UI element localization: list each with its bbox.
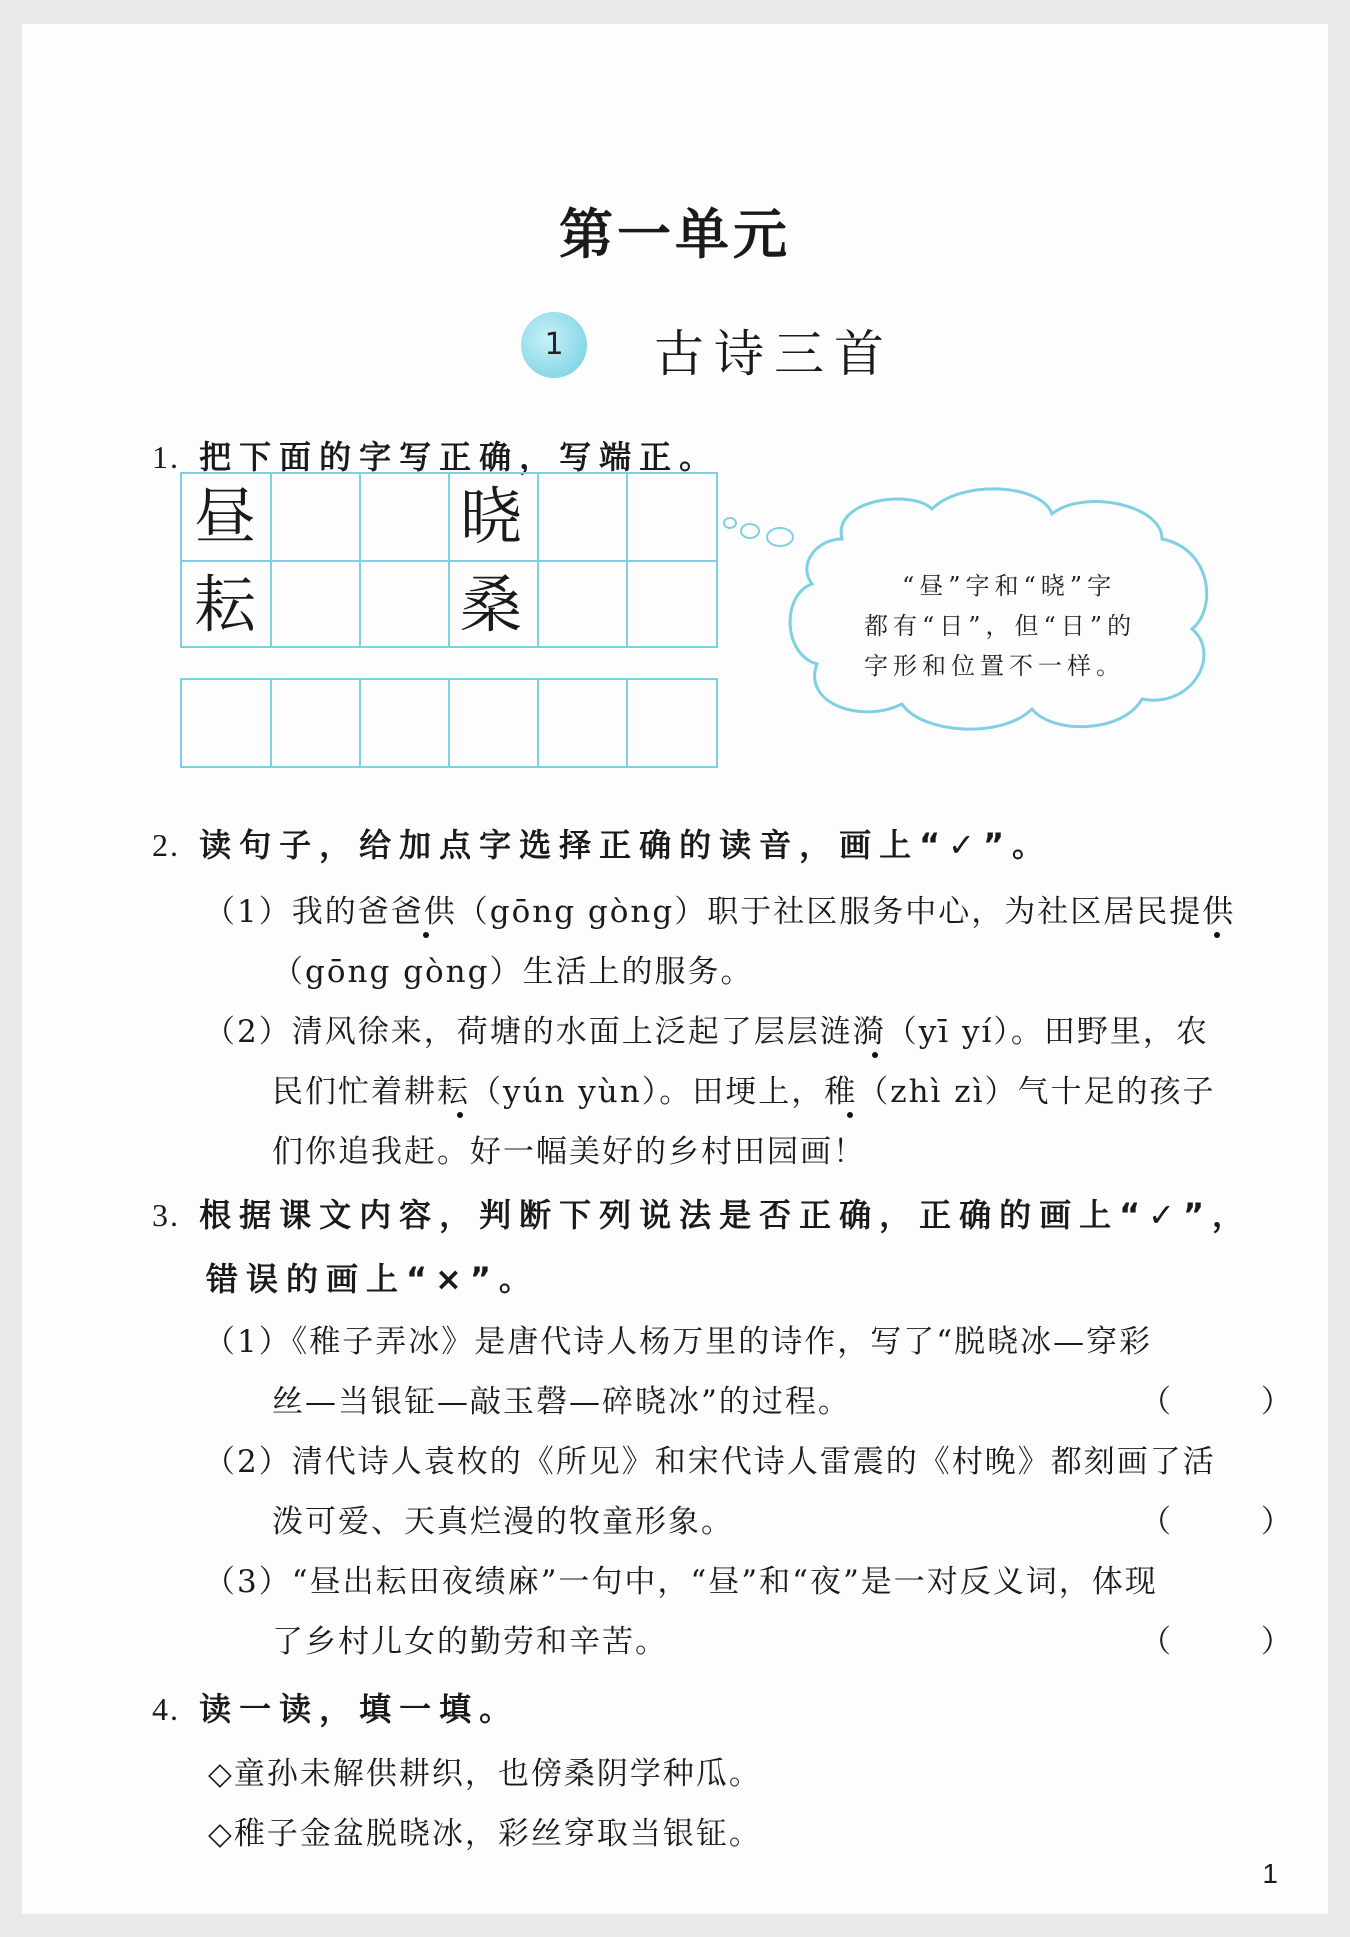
grid-divider <box>359 680 361 766</box>
q2-item2-line1: （2）清风徐来，荷塘的水面上泛起了层层涟漪（yī yí）。田野里，农 <box>204 1014 1209 1050</box>
cloud-line-3: 字形和位置不一样。 <box>864 652 1125 680</box>
emphasis-dot <box>457 1112 463 1118</box>
q3-item2-line2: 泼可爱、天真烂漫的牧童形象。 <box>272 1504 734 1540</box>
lesson-number-badge: 1 <box>521 312 587 378</box>
grid-divider <box>537 680 539 766</box>
q3-item1-line2: 丝—当银钲—敲玉磬—碎晓冰”的过程。 <box>272 1384 851 1420</box>
lesson-title: 古诗三首 <box>654 325 894 383</box>
q3-item3-line1: （3）“昼出耘田夜绩麻”一句中，“昼”和“夜”是一对反义词，体现 <box>204 1564 1158 1600</box>
question-4-number: 4. <box>152 1691 180 1727</box>
question-3-text: 根据课文内容，判断下列说法是否正确，正确的画上“✓”， <box>199 1196 1253 1234</box>
workbook-page <box>22 24 1332 1914</box>
answer-blank[interactable]: （ ） <box>1140 1624 1332 1660</box>
q2-item2-line3: 们你追我赶。好一幅美好的乡村田园画！ <box>272 1134 866 1170</box>
grid-divider <box>182 560 716 562</box>
question-3-number: 3. <box>152 1197 180 1233</box>
page-number: 1 <box>1262 1858 1278 1889</box>
answer-blank[interactable]: （ ） <box>1140 1384 1332 1420</box>
model-char: 桑 <box>460 568 523 641</box>
answer-blank[interactable]: （ ） <box>1140 1504 1332 1540</box>
unit-title: 第一单元 <box>559 203 791 266</box>
question-2-text: 读句子，给加点字选择正确的读音，画上“✓”。 <box>199 826 1053 864</box>
emphasis-dot <box>847 1112 853 1118</box>
question-4-text: 读一读，填一填。 <box>199 1690 520 1728</box>
q4-poem-line-1: ◇童孙未解供耕织，也傍桑阴学种瓜。 <box>208 1756 762 1792</box>
emphasis-dot <box>1214 932 1220 938</box>
q3-item2-line1: （2）清代诗人袁枚的《所见》和宋代诗人雷震的《村晚》都刻画了活 <box>204 1444 1216 1480</box>
model-char: 昼 <box>194 480 257 553</box>
cloud-line-2: 都有“日”，但“日”的 <box>864 612 1137 640</box>
writing-grid-1[interactable] <box>180 472 718 648</box>
question-2-number: 2. <box>152 827 180 863</box>
question-3-heading <box>152 1190 1252 1236</box>
q2-item1-line2: （gōng gòng）生活上的服务。 <box>272 954 754 990</box>
question-2-heading <box>152 820 1052 866</box>
q3-item3-line2: 了乡村儿女的勤劳和辛苦。 <box>272 1624 668 1660</box>
model-char: 晓 <box>460 480 523 553</box>
q3-item1-line1: （1）《稚子弄冰》是唐代诗人杨万里的诗作，写了“脱晓冰—穿彩 <box>204 1324 1153 1360</box>
question-4-heading <box>152 1684 519 1730</box>
question-1-text: 把下面的字写正确，写端正。 <box>199 438 720 476</box>
q2-item1-line1: （1）我的爸爸供（gōng gòng）职于社区服务中心，为社区居民提供 <box>204 894 1236 930</box>
q2-item2-line2: 民们忙着耕耘（yún yùn）。田埂上，稚（zhì zì）气十足的孩子 <box>272 1074 1216 1110</box>
grid-divider <box>448 680 450 766</box>
q4-poem-line-2: ◇稚子金盆脱晓冰，彩丝穿取当银钲。 <box>208 1816 762 1852</box>
model-char: 耘 <box>194 568 257 641</box>
question-1-number: 1. <box>152 439 180 475</box>
cloud-line-1: “昼”字和“晓”字 <box>902 572 1117 600</box>
writing-grid-2[interactable] <box>180 678 718 768</box>
question-3-text-cont: 错误的画上“×”。 <box>206 1260 539 1298</box>
lesson-header <box>22 312 1328 392</box>
grid-divider <box>626 680 628 766</box>
grid-divider <box>270 680 272 766</box>
emphasis-dot <box>872 1052 878 1058</box>
emphasis-dot <box>423 932 429 938</box>
